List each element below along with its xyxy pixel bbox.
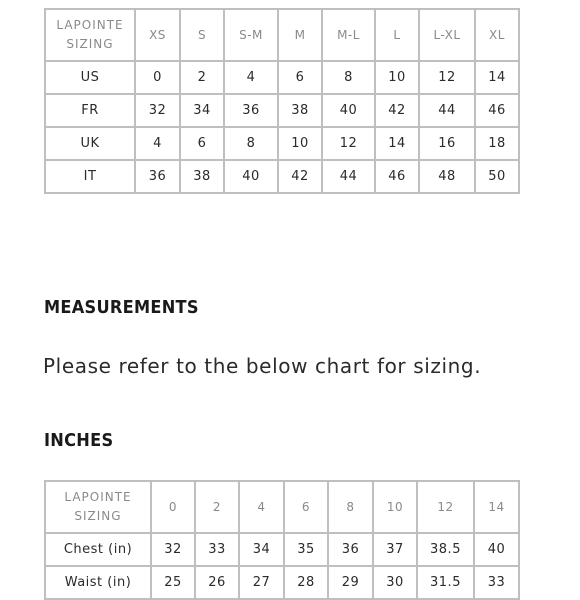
table-cell: 46 (475, 94, 519, 127)
size-header: 0 (151, 481, 195, 533)
table-cell: 44 (419, 94, 475, 127)
table-cell: 36 (224, 94, 278, 127)
table-cell: 26 (195, 566, 239, 599)
size-header: L-XL (419, 9, 475, 61)
table-cell: 14 (375, 127, 419, 160)
table-row (45, 160, 519, 193)
corner-label: LAPOINTE SIZING (45, 9, 135, 61)
table-row (45, 127, 519, 160)
table-cell: 46 (375, 160, 419, 193)
table-cell: 30 (373, 566, 417, 599)
measurements-heading: MEASUREMENTS (44, 297, 199, 318)
table-cell: 40 (322, 94, 375, 127)
table-cell: 29 (328, 566, 373, 599)
table-cell: 36 (328, 533, 373, 566)
table-cell: 28 (284, 566, 328, 599)
table-cell: 6 (278, 61, 322, 94)
table-cell: 32 (151, 533, 195, 566)
size-header: 12 (417, 481, 474, 533)
table-row (45, 566, 519, 599)
table-cell: 38 (278, 94, 322, 127)
sizing-intro-text: Please refer to the below chart for sizing. (43, 354, 482, 378)
row-label: Waist (in) (45, 566, 151, 599)
inches-measurement-table (44, 480, 520, 600)
table-cell: 40 (474, 533, 519, 566)
size-header: S (180, 9, 224, 61)
size-header: M-L (322, 9, 375, 61)
table-cell: 14 (475, 61, 519, 94)
row-label: Chest (in) (45, 533, 151, 566)
table-cell: 34 (180, 94, 224, 127)
table-header-row (45, 9, 519, 61)
table-cell: 40 (224, 160, 278, 193)
table-cell: 27 (239, 566, 284, 599)
table-row (45, 533, 519, 566)
table-cell: 0 (135, 61, 180, 94)
table-cell: 12 (419, 61, 475, 94)
table-row (45, 61, 519, 94)
table-cell: 10 (375, 61, 419, 94)
table-cell: 32 (135, 94, 180, 127)
table-header-row (45, 481, 519, 533)
table-row (45, 94, 519, 127)
table-cell: 12 (322, 127, 375, 160)
inches-heading: INCHES (44, 430, 114, 451)
size-header: M (278, 9, 322, 61)
row-label: US (45, 61, 135, 94)
size-header: S-M (224, 9, 278, 61)
table-cell: 33 (195, 533, 239, 566)
row-label: IT (45, 160, 135, 193)
table-cell: 35 (284, 533, 328, 566)
size-header: L (375, 9, 419, 61)
size-header: 8 (328, 481, 373, 533)
table-cell: 50 (475, 160, 519, 193)
table-cell: 42 (375, 94, 419, 127)
size-header: 14 (474, 481, 519, 533)
table-cell: 44 (322, 160, 375, 193)
size-header: 4 (239, 481, 284, 533)
table-cell: 25 (151, 566, 195, 599)
row-label: UK (45, 127, 135, 160)
table-cell: 8 (224, 127, 278, 160)
table-cell: 2 (180, 61, 224, 94)
table-cell: 38 (180, 160, 224, 193)
table-cell: 4 (135, 127, 180, 160)
table-cell: 33 (474, 566, 519, 599)
table-cell: 34 (239, 533, 284, 566)
row-label: FR (45, 94, 135, 127)
size-header: 2 (195, 481, 239, 533)
table-cell: 42 (278, 160, 322, 193)
table-cell: 16 (419, 127, 475, 160)
table-cell: 38.5 (417, 533, 474, 566)
size-header: 10 (373, 481, 417, 533)
table-cell: 36 (135, 160, 180, 193)
size-header: XS (135, 9, 180, 61)
table-cell: 4 (224, 61, 278, 94)
table-cell: 18 (475, 127, 519, 160)
table-cell: 31.5 (417, 566, 474, 599)
table-cell: 48 (419, 160, 475, 193)
size-conversion-table (44, 8, 520, 194)
table-cell: 37 (373, 533, 417, 566)
table-cell: 8 (322, 61, 375, 94)
size-header: XL (475, 9, 519, 61)
size-header: 6 (284, 481, 328, 533)
corner-label: LAPOINTE SIZING (45, 481, 151, 533)
table-cell: 6 (180, 127, 224, 160)
table-cell: 10 (278, 127, 322, 160)
